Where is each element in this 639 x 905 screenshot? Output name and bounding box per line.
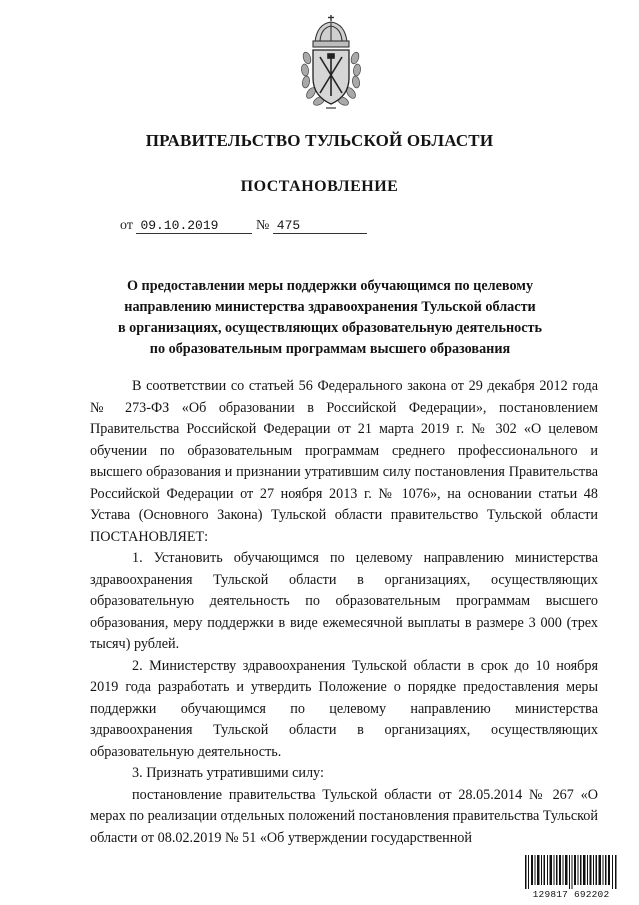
barcode-icon [523,855,619,889]
clause-2: 2. Министерству здравоохранения Тульской области в срок до 10 ноября 2019 года разработать и утвердить Положение о порядке предоставления меры поддержки обучающимся по целевому направлению министерства здравоохранения Тульской области в организациях, осуществляющих образовательную деятельность. [90,657,598,760]
coat-of-arms-icon [298,14,364,112]
document-body [90,376,598,849]
document-number: 475 [273,218,367,234]
repealed-act-paragraph: постановление правительства Тульской области от 28.05.2014 № 267 «О мерах по реализации отдельных положений постановления правительства Тульской области от 08.02.2019 № 51 «Об утверждении государственной [90,786,598,846]
document-type: ПОСТАНОВЛЕНИЕ [240,178,399,195]
preamble-paragraph: В соответствии со статьей 56 Федерального закона от 29 декабря 2012 года № 273-ФЗ «Об образовании в Российской Федерации», постановлением Правительства Российской Федерации от 21 марта 2019 г. № 302 «О целевом обучении по образовательным программам среднего профессионального и высшего образования и признании утратившим силу постановления Правительства Российской Федерации от 27 ноября 2013 г. № 1076», на основании статьи 48 Устава (Основного Закона) Тульской области правительство Тульской области ПОСТАНОВЛЯЕТ: [90,378,598,545]
government-title: ПРАВИТЕЛЬСТВО ТУЛЬСКОЙ ОБЛАСТИ [145,131,494,150]
clause-3: 3. Признать утратившими силу: [132,765,324,781]
subject-line: по образовательным программам высшего образования [149,341,511,357]
barcode-number: 129817 692202 [532,889,610,900]
barcode [523,855,619,901]
subject-line: О предоставлении меры поддержки обучающимся по целевому [126,278,534,294]
date-label: от [120,218,133,233]
clause-1: 1. Установить обучающимся по целевому направлению министерства здравоохранения Тульской области в организациях, осуществляющих образовательную деятельность по образовательным программам высшего образования, меру поддержки в виде ежемесячной выплаты в размере 3 000 (трех тысяч) рублей. [90,550,598,652]
number-label: № [255,218,270,233]
subject-line: в организациях, осуществляющих образовательную деятельность [117,320,543,336]
subject-line: направлению министерства здравоохранения Тульской области [124,299,536,315]
document-date: 09.10.2019 [136,218,252,234]
document-meta [120,218,367,234]
document-subject [90,276,570,360]
